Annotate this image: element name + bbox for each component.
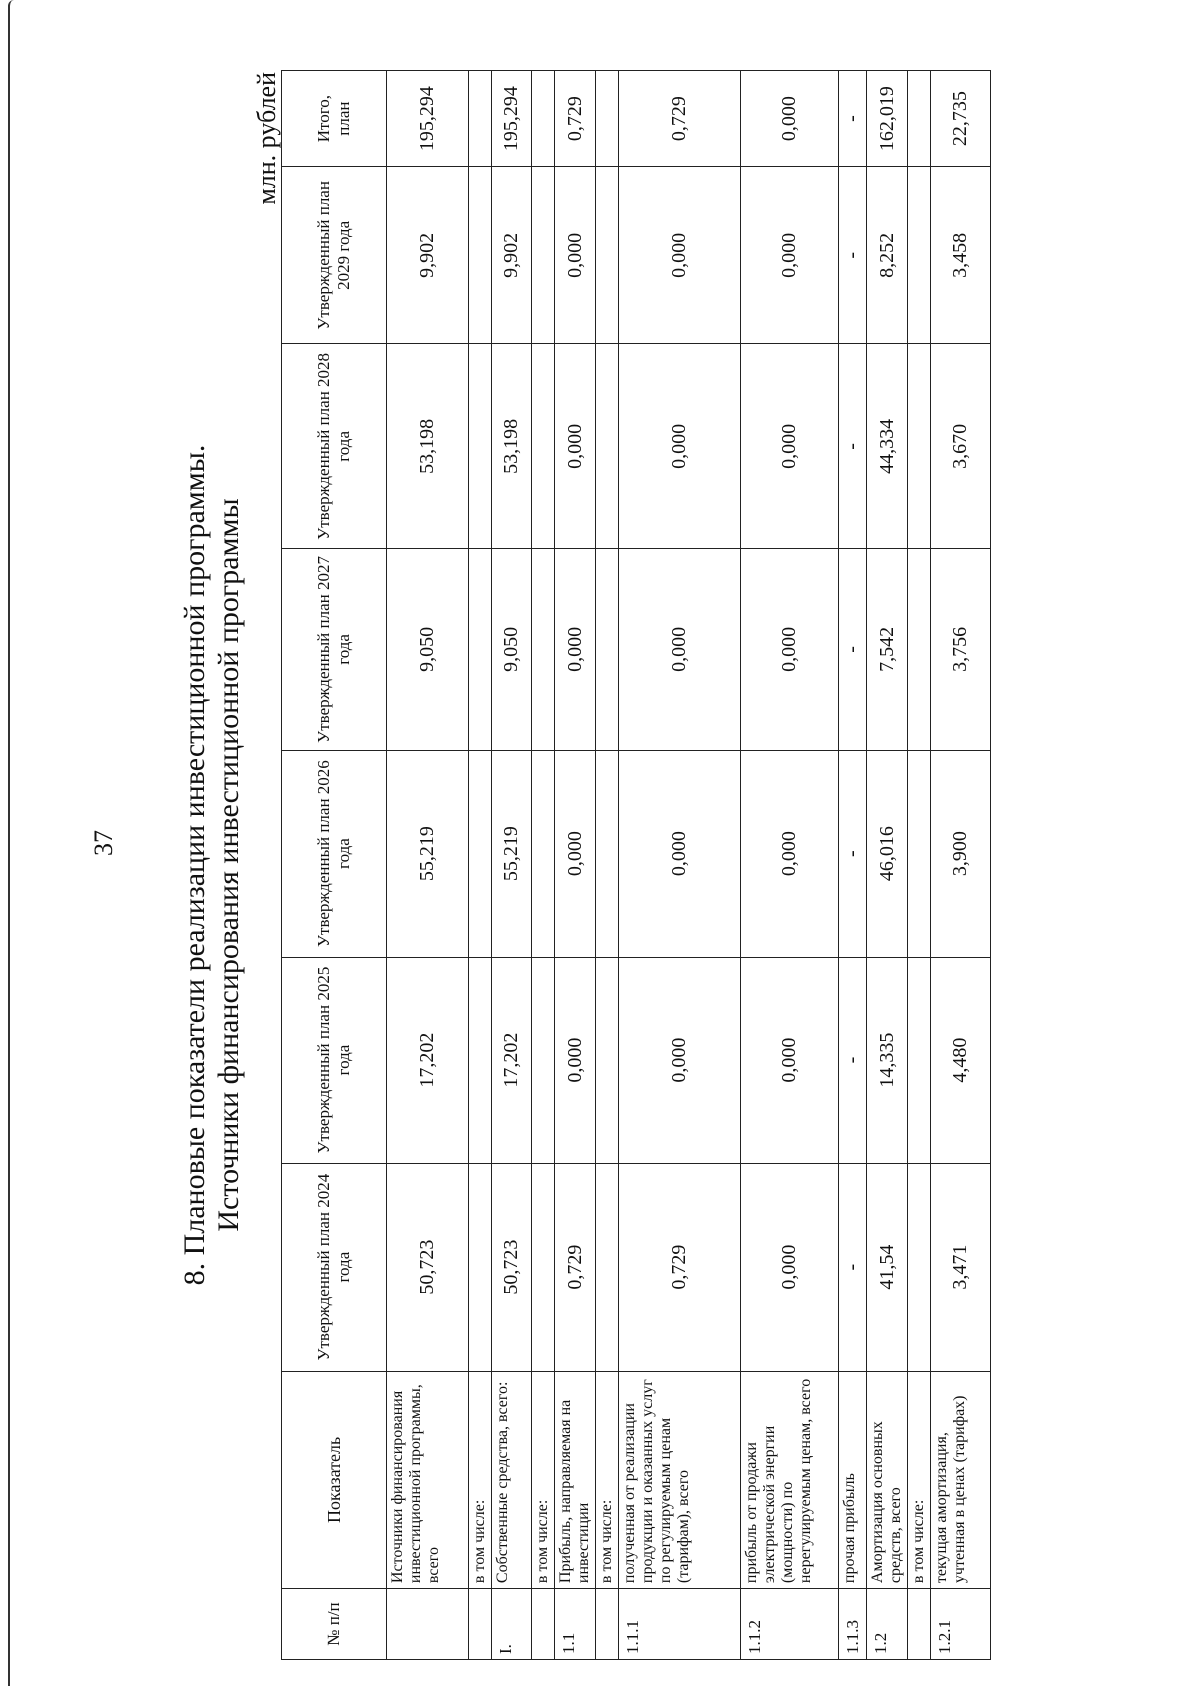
value-cell (532, 1163, 555, 1371)
value-cell (596, 750, 619, 957)
value-cell: 9,902 (387, 167, 469, 344)
value-cell: 0,000 (741, 71, 839, 167)
row-number-cell: 1.1 (555, 1589, 596, 1660)
value-cell: 3,756 (931, 549, 991, 750)
value-cell (596, 549, 619, 750)
rotated-content (178, 70, 998, 1660)
row-number-cell: 1.1.3 (839, 1589, 867, 1660)
value-cell: 0,000 (619, 549, 741, 750)
column-header-2028: Утвержденный план 2028 года (282, 344, 387, 549)
value-cell: 53,198 (387, 344, 469, 549)
value-cell (596, 344, 619, 549)
value-cell (908, 750, 931, 957)
value-cell: - (839, 957, 867, 1163)
value-cell: 55,219 (387, 750, 469, 957)
indicator-cell: прибыль от продажи электрической энергии (мощности) по нерегулируемым ценам, всего (741, 1371, 839, 1588)
value-cell: 0,000 (619, 167, 741, 344)
value-cell (908, 1163, 931, 1371)
value-cell: 0,000 (619, 957, 741, 1163)
value-cell (596, 957, 619, 1163)
value-cell (532, 549, 555, 750)
row-number-cell: 1.2 (867, 1589, 908, 1660)
value-cell: - (839, 549, 867, 750)
value-cell: 8,252 (867, 167, 908, 344)
value-cell: 0,000 (555, 750, 596, 957)
row-number-cell (469, 1589, 492, 1660)
value-cell (532, 957, 555, 1163)
row-number-cell: 1.2.1 (931, 1589, 991, 1660)
column-header-indicator: Показатель (282, 1371, 387, 1588)
value-cell: 0,729 (555, 71, 596, 167)
value-cell (908, 549, 931, 750)
indicator-cell: в том числе: (908, 1371, 931, 1588)
value-cell: 0,000 (741, 167, 839, 344)
column-header-2027: Утвержденный план 2027 года (282, 549, 387, 750)
value-cell: - (839, 1163, 867, 1371)
value-cell (469, 71, 492, 167)
table-row (532, 71, 555, 1660)
value-cell (469, 344, 492, 549)
value-cell: 0,000 (741, 549, 839, 750)
table-header-row (282, 71, 387, 1660)
row-number-cell (387, 1589, 469, 1660)
value-cell: 0,729 (555, 1163, 596, 1371)
value-cell: 0,000 (741, 1163, 839, 1371)
value-cell: 0,000 (555, 957, 596, 1163)
value-cell (532, 750, 555, 957)
indicator-cell: в том числе: (469, 1371, 492, 1588)
value-cell: 22,735 (931, 71, 991, 167)
value-cell: - (839, 71, 867, 167)
indicator-cell: Собственные средства, всего: (492, 1371, 532, 1588)
value-cell: 17,202 (387, 957, 469, 1163)
table-row (741, 71, 839, 1660)
value-cell: 0,729 (619, 71, 741, 167)
value-cell: 195,294 (387, 71, 469, 167)
row-number-cell: I. (492, 1589, 532, 1660)
value-cell: 9,050 (387, 549, 469, 750)
unit-label: млн. рублей (252, 72, 281, 205)
table-row (619, 71, 741, 1660)
value-cell: 50,723 (492, 1163, 532, 1371)
row-number-cell (908, 1589, 931, 1660)
column-header-num: № п/п (282, 1589, 387, 1660)
indicator-cell: Источники финансирования инвестиционной программы, всего (387, 1371, 469, 1588)
value-cell: 0,000 (619, 344, 741, 549)
page-binding-line (8, 0, 14, 1686)
value-cell (596, 1163, 619, 1371)
value-cell: 53,198 (492, 344, 532, 549)
value-cell (469, 167, 492, 344)
value-cell (908, 957, 931, 1163)
value-cell (532, 71, 555, 167)
table-row (387, 71, 469, 1660)
value-cell: 50,723 (387, 1163, 469, 1371)
value-cell: 9,050 (492, 549, 532, 750)
table-row (839, 71, 867, 1660)
table-row (555, 71, 596, 1660)
value-cell: - (839, 750, 867, 957)
value-cell: 0,000 (741, 750, 839, 957)
value-cell: 195,294 (492, 71, 532, 167)
value-cell: - (839, 344, 867, 549)
column-header-2029: Утвержденный план 2029 года (282, 167, 387, 344)
table-row (867, 71, 908, 1660)
value-cell (469, 750, 492, 957)
indicator-cell: в том числе: (532, 1371, 555, 1588)
value-cell (908, 167, 931, 344)
page-number: 37 (89, 830, 118, 856)
financing-sources-table (281, 70, 991, 1660)
indicator-cell: Прибыль, направляемая на инвестиции (555, 1371, 596, 1588)
value-cell: 46,016 (867, 750, 908, 957)
value-cell: 0,000 (741, 344, 839, 549)
table-row (492, 71, 532, 1660)
value-cell (469, 549, 492, 750)
value-cell: 0,000 (555, 549, 596, 750)
indicator-cell: прочая прибыль (839, 1371, 867, 1588)
table-row (596, 71, 619, 1660)
value-cell (532, 167, 555, 344)
value-cell: 0,000 (741, 957, 839, 1163)
value-cell (469, 957, 492, 1163)
indicator-cell: текущая амортизация, учтенная в ценах (тарифах) (931, 1371, 991, 1588)
value-cell (469, 1163, 492, 1371)
value-cell: 0,729 (619, 1163, 741, 1371)
value-cell: 3,471 (931, 1163, 991, 1371)
section-title: 8. Плановые показатели реализации инвестиционной программы. (178, 444, 211, 1286)
value-cell: 0,000 (555, 167, 596, 344)
indicator-cell: Амортизация основных средств, всего (867, 1371, 908, 1588)
column-header-2025: Утвержденный план 2025 года (282, 957, 387, 1163)
row-number-cell: 1.1.2 (741, 1589, 839, 1660)
table-row (908, 71, 931, 1660)
value-cell (908, 71, 931, 167)
value-cell: 44,334 (867, 344, 908, 549)
value-cell: 3,670 (931, 344, 991, 549)
value-cell: - (839, 167, 867, 344)
value-cell: 41,54 (867, 1163, 908, 1371)
value-cell: 0,000 (619, 750, 741, 957)
value-cell (532, 344, 555, 549)
value-cell: 3,458 (931, 167, 991, 344)
value-cell (908, 344, 931, 549)
table-title: Источники финансирования инвестиционной программы (212, 498, 245, 1232)
row-number-cell: 1.1.1 (619, 1589, 741, 1660)
value-cell: 0,000 (555, 344, 596, 549)
value-cell: 55,219 (492, 750, 532, 957)
table-row (931, 71, 991, 1660)
value-cell: 7,542 (867, 549, 908, 750)
value-cell (596, 167, 619, 344)
indicator-cell: в том числе: (596, 1371, 619, 1588)
column-header-2024: Утвержденный план 2024 года (282, 1163, 387, 1371)
indicator-cell: полученная от реализации продукции и оказанных услуг по регулируемым ценам (тарифам), всего (619, 1371, 741, 1588)
value-cell: 162,019 (867, 71, 908, 167)
value-cell: 3,900 (931, 750, 991, 957)
value-cell: 17,202 (492, 957, 532, 1163)
value-cell: 14,335 (867, 957, 908, 1163)
column-header-2026: Утвержденный план 2026 года (282, 750, 387, 957)
row-number-cell (532, 1589, 555, 1660)
value-cell: 4,480 (931, 957, 991, 1163)
value-cell: 9,902 (492, 167, 532, 344)
row-number-cell (596, 1589, 619, 1660)
column-header-total: Итого, план (282, 71, 387, 167)
table-row (469, 71, 492, 1660)
value-cell (596, 71, 619, 167)
